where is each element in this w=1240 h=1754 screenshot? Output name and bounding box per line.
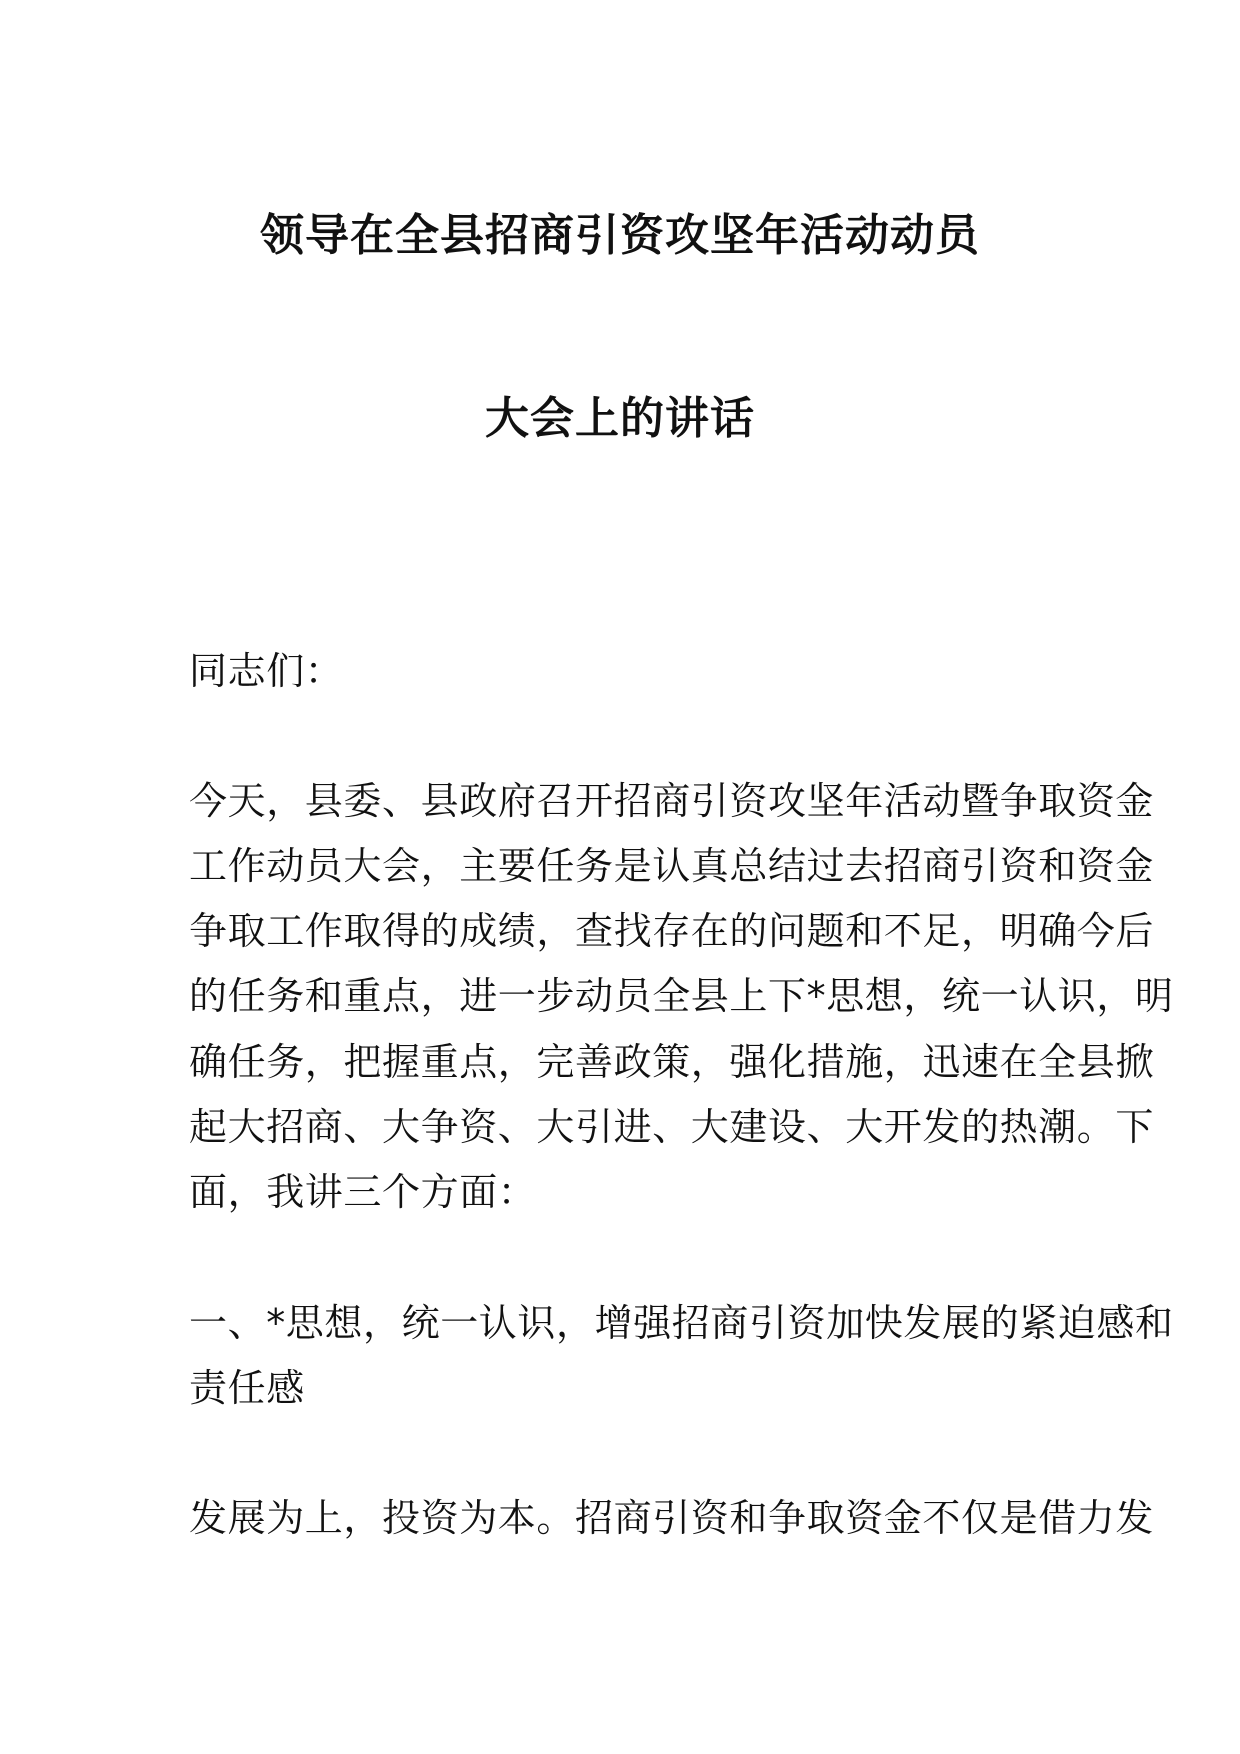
document-title-line-2: 大会上的讲话 [485,393,755,444]
heading-line: 责任感 [189,1366,305,1410]
paragraph-line: 的任务和重点，进一步动员全县上下*思想，统一认识，明 [189,974,1174,1018]
greeting: 同志们： [189,649,344,693]
paragraph-line: 发展为上，投资为本。招商引资和争取资金不仅是借力发 [189,1496,1155,1540]
document-title-line-1: 领导在全县招商引资攻坚年活动动员 [260,210,980,261]
paragraph-line: 确任务，把握重点，完善政策，强化措施，迅速在全县掀 [189,1040,1155,1084]
heading-line: 一、*思想，统一认识，增强招商引资加快发展的紧迫感和 [189,1301,1174,1345]
paragraph-line: 起大招商、大争资、大引进、大建设、大开发的热潮。下 [189,1105,1155,1149]
paragraph-line: 面，我讲三个方面： [189,1170,537,1214]
paragraph-line: 今天，县委、县政府召开招商引资攻坚年活动暨争取资金 [189,779,1155,823]
paragraph-line: 工作动员大会，主要任务是认真总结过去招商引资和资金 [189,844,1155,888]
paragraph-line: 争取工作取得的成绩，查找存在的问题和不足，明确今后 [189,909,1155,953]
